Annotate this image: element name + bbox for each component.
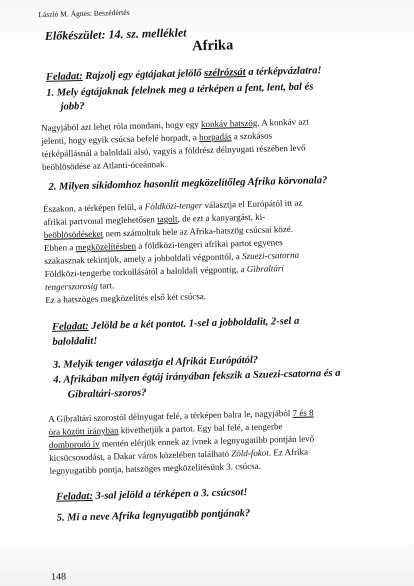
key-term: beöblösödéseket bbox=[43, 228, 104, 240]
text-run: Északon, a térképen felül, a bbox=[42, 201, 145, 215]
place-name: Földközi-tenger bbox=[144, 200, 203, 212]
key-term: óra között irányban bbox=[48, 425, 119, 437]
key-term: tagolt bbox=[156, 213, 178, 225]
question-3: 3. Melyik tenger választja el Afrikát Európától? bbox=[52, 354, 259, 371]
text-run: . Ez Afrika bbox=[268, 446, 309, 458]
task-text: Rajzolj egy égtájakat jelölő bbox=[82, 68, 205, 83]
text-run: . A konkáv azt bbox=[257, 116, 309, 128]
text-run: , de ezt a kanyargást, ki- bbox=[177, 211, 266, 224]
page-number: 148 bbox=[50, 571, 67, 583]
paragraph-2-line bbox=[45, 264, 284, 279]
place-name: Szuezi-csatorna bbox=[241, 249, 300, 262]
text-run: kicsücsosodást, a Dakar város közelében található bbox=[49, 448, 232, 463]
text-run: választja el Európától itt az bbox=[202, 197, 303, 211]
text-run: Ebben a bbox=[43, 242, 76, 253]
text-run: Földközi-tengerbe torkollásától a baloldali végpontig, a bbox=[44, 264, 247, 279]
text-run: afrikai partvonal meglehetősen bbox=[43, 214, 158, 228]
place-name: Zöld-fokot bbox=[231, 447, 269, 459]
text-run: a földközi-tengeri afrikai partot egyenes bbox=[135, 237, 283, 251]
text-run: jelenti, hogy egyik csúcsa befelé horpadt, a bbox=[41, 132, 200, 147]
question-5: 5. Mi a neve Afrika legnyugatibb pontjának? bbox=[56, 508, 251, 524]
task-label: Feladat: bbox=[45, 71, 83, 83]
text-run: Nagyjából azt lehet róla mondani, hogy egy bbox=[41, 119, 202, 134]
text-run: tart. bbox=[97, 280, 115, 291]
paragraph-2-line: Ez a hatszöges megközelítés első két csúcsa. bbox=[45, 291, 207, 305]
key-term: domborodó ív bbox=[48, 438, 100, 450]
key-term: 7 és 8 bbox=[292, 407, 314, 418]
paragraph-2-line bbox=[45, 281, 114, 292]
text-run: követhetjük a partot. Egy bal felé, a tengerbe bbox=[118, 421, 283, 436]
text-run: mentén elérjük ennek az ívnek a legnyugatibb pontján levő bbox=[99, 433, 315, 449]
key-term: horpadás bbox=[198, 131, 232, 143]
key-term: konkáv hatszög bbox=[200, 117, 258, 130]
page-title: Afrika bbox=[191, 37, 234, 55]
task-1 bbox=[46, 66, 322, 83]
question-4-line-2: Gibraltári-szoros? bbox=[67, 387, 147, 401]
paragraph-3-line bbox=[49, 448, 308, 463]
task-label: Feladat: bbox=[56, 490, 94, 503]
text-run: A Gibraltári szorostól délnyugat felé, a térképen balra le, nagyjából bbox=[48, 407, 293, 424]
text-run: a szokásos bbox=[231, 130, 273, 142]
paragraph-1-line: térképállásnál a baloldali alsó, vagyis a földrész délnyugati részében levő bbox=[41, 142, 306, 160]
task-label: Feladat: bbox=[51, 320, 89, 333]
task-3 bbox=[56, 488, 248, 503]
key-term: szélrózsát bbox=[204, 67, 246, 80]
place-name: tengerszorosig bbox=[44, 280, 98, 292]
task-text: 3-sal jelöld a térképen a 3. csúcsot! bbox=[92, 487, 248, 502]
text-run: nem számoltuk bele az Afrika-hatszög csúcsai közé. bbox=[103, 223, 294, 239]
task-text: Jelöld be a két pontot. 1-sel a jobboldalit, 2-sel a bbox=[88, 315, 300, 332]
running-header: László M. Ágnes: Beszédértés bbox=[38, 7, 130, 20]
text-run: szakasznak tekintjük, amely a jobboldali végponttól, a bbox=[44, 251, 243, 266]
task-text: a térképvázlatra! bbox=[245, 65, 322, 79]
place-name: Gibraltári bbox=[246, 263, 284, 275]
paragraph-3-line: legnyugatibb pontja, hatszöges megközelítésünk 3. csúcsa. bbox=[49, 460, 262, 476]
question-1-line-2: jobb? bbox=[60, 100, 85, 113]
question-1-line-1: 1. Mely égtájaknak felelnek meg a térképen a fent, lent, bal és bbox=[46, 81, 314, 99]
key-term: megközelítésben bbox=[75, 240, 137, 253]
question-2: 2. Milyen síkidomhoz hasonlít megközelítőleg Afrika körvonala? bbox=[48, 175, 328, 193]
question-4-line-1: 4. Afrikában milyen égtáj irányában fekszik a Szuezi-csatorna és a bbox=[53, 367, 341, 386]
preparation-note: Előkészület: 14. sz. melléklet bbox=[44, 25, 187, 43]
task-2-line-1 bbox=[52, 317, 300, 334]
paragraph-1-line: beöblösödése az Atlanti-óceánnak. bbox=[41, 158, 167, 173]
task-2-line-2: baloldalit! bbox=[52, 335, 98, 348]
